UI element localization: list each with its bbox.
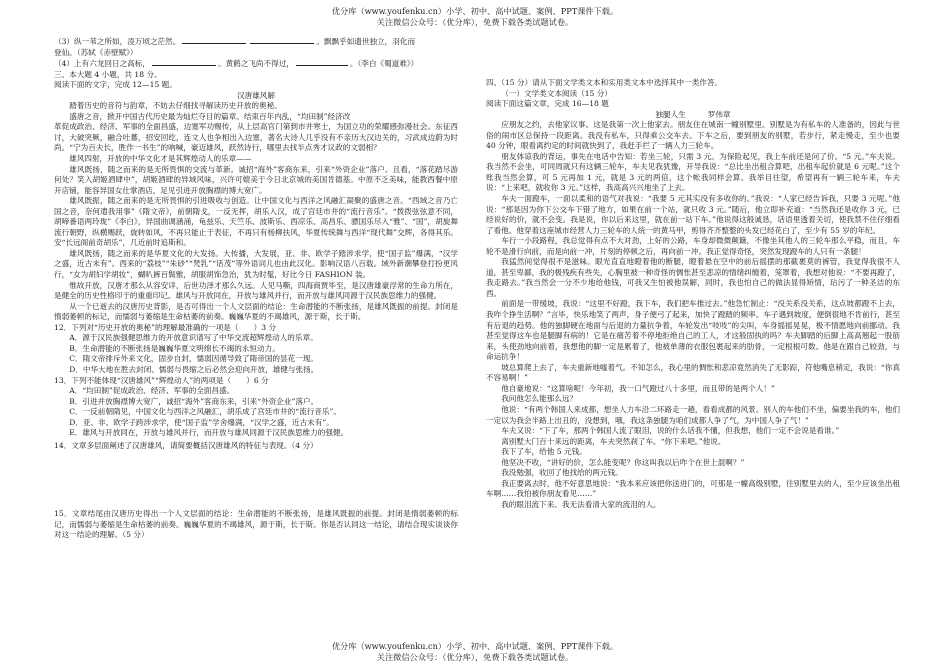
question-12-option-b[interactable]: B．生命潜能的不断张扬是巍巍华夏文明绵长不竭的永恒动力。 [69,343,280,353]
story-paragraph: 应朋友之约，去他家议事。这是我第一次上他家去。朋友住在城南一幢别墅里。别墅是为有私车的人准备的，因此与世俗的闹市区总保持一段距离。我没有私车，只得乘公交车去。下车之后，要到朋友的别墅，若步行，紧走慢走，至少也要 40 分钟，眼看离约定的时间就快到了，我赶手拦了一辆人力三轮车。 [486,120,900,151]
story-author: 罗伟章 [707,109,731,119]
story-paragraph: 我正要离去时，他不好意思地说：“我本来应该把你送进门的，可那是一幢高级别墅，往别墅里去的人，至少应该坐出租车啊……我怕被你朋友看见……” [486,478,900,499]
reading-instruction: 阅读下面的文字，完成 12—15 题。 [54,80,177,90]
story-paragraph: 我没勉强，收回了他找给的两元钱。 [501,468,623,478]
story-paragraph: 车夫又说：“下了车，那两个韩国人流了眼泪，说的什么话我不懂，但我想，他们一定不会说是看谁。” [501,426,840,436]
story-paragraph: 朋友体谅我的背运，事先在电话中告知：若坐三轮，只需 3 元。为保险起见，我上车前还是问了价。“5 元。”车夫说。我当然不会坐，可同周就只有这辆三轮车，车夫见我犹豫，开导我说：“总比坐出租合算吧，出租车起价就是 6 元呢。”这个账我当然会算，可 5 元再加 1 元，就是 3 元的两倍，这个帐我同样会算。我举目往望，希望再有一辆三轮车来，车夫说：“上来吧，就收你 3 元。”这样，我高高兴兴地坐了上去。 [486,151,900,193]
article-paragraph: 雄风既扬，随之而来的是无所畏惧的交流与革新。诚招“海外”客商东来，引来“外资企业”落户。且看，“落花踏尽游何处？笑入胡姬酒肆中”，胡姬酒肆的异域风味，兴许可媲美于今日北京城的美国肯德基。中原不乏美味，能教西餐中原开店铺，能容异国女仕掌酒店，足见引进开放胸襟的博大宽广。 [54,164,458,195]
article-paragraph: 雄风四射，开放的中华文化才是其辉煌动人的乐章—— [69,154,252,164]
footer-line-1: 优分库（www.youfenku.cn）小学、初中、高中试题、案例、PPT课件下载。 [331,641,619,651]
article-paragraph: 雄风既扬，随之而来的是华夏文化的大发扬。大传播，大发展，亚、非、欧学子踏涉求学，使“国子监”爆满，“汉学之盛，近古未有”。西来的“荔枝”“朱砂”“梵乳”“话茂”等外语词儿也由此汉化。影响汉语八百载。域外新潮攀登打扮更风行，“女为胡妇学胡妆”，蝴叭裤百鬓雅，胡服胡饰急治，犹为时髦，好比今日 FASHION 装。 [54,248,458,280]
question-15: 15．文章结尾由汉唐历史得出一个人文层面的结论：生命潜能的不断张扬，是雄风既振的前提。封闭是惰弱萎顿的标记，而懦弱与萎缩是生命枯萎的前奏。巍巍华夏的不竭雄风，源于斯，长于斯。你是否认同这一结论，请结合现实谈谈你对这一结论的理解。（5 分） [54,509,458,540]
question-12-option-d[interactable]: D．中华大地在胜去封闭、懦弱与畏缩之后必然会迎向开放，雄健与张扬。 [69,364,319,374]
subsection-heading: （一）文学类文本阅读（15 分） [501,88,612,98]
left-column [54,36,458,541]
story-paragraph: 车夫一面蹬车，一面以柔和的语气对我说：“我要 5 元其实没有多收你的。”我说：“人家已经告诉我，只要 3 元呢。”他说：“那是因为你下公交车下错了地方，如果在前一个站，就只收 3 元。”随后，他立即补充道：“当然我还是收你 3 元，已经说好的价，就不会变。我是说，你以后来这里，就在前一站下车。”他说得这般诚恳，话语里透着关切，使我禁不住仔细看了看他。他穿着这座城市经营人力三轮车的人统一的黄马甲，剪得齐齐整整的头发已经花白了，至少有 55 岁的年纪。 [486,194,900,235]
q4-text-c: 。（李白《蜀道难》） [349,59,419,69]
header-line-1: 优分库（www.youfenku.cn）小学、初中、高中试题、案例、PPT课件下载。 [331,6,619,16]
q4-text-a: （4）上有六龙回日之高标， [54,59,150,69]
q4-line [54,58,458,70]
story-paragraph: 他自豪地说：“这算啥呢！今年初，我一口气蹬过八十多里，而且带的是两个人！” [501,383,775,393]
article-paragraph: 从一个已逝去的汉唐历史背影，是否可得出一个人文层面的结论：生命潜能的不断张扬，是雄风既振的前提。封闭是惰弱萎顿的标记，而懦弱与萎缩是生命枯萎的前奏。巍巍华夏的不竭雄风，源于斯，长于斯。 [54,301,458,322]
reading-instruction-2: 阅读下面这篇文章，完成 16—18 题 [486,99,609,109]
right-column [486,36,900,510]
answer-space[interactable] [54,451,458,509]
story-paragraph: 前面是一带缓坡，我说：“这里不好蹬，我下车，我们把车推过去。”他急忙制止：“没关系没关系，这点坡都蹬不上去，我咋个挣生活啊？”言毕，快乐地笑了两声，身子便弓了起来，加快了蹬踏的频率。车子遇到坡度，便倒很地不肯前行，甚至有后退的趋势。他的独脚硬在地面与后退的力量抗争着，车轮发出“吱吱”的尖叫，车身摇摇晃晃，极不情愿地向前挪动。我甚至觉得这车也是腿脚有病的！它是在痛苦着不停地拒绝自己的工人，才这般固执的吗？车夫脚踏的后脚上高高翘起一股筋来，头使劲地向前着，我想他的脚一定是累着了，他被单薄的衣服包裹起来的肋骨，一定根根可数。他是在跟自己较劲，与命运抗争！ [486,299,900,362]
answer-blank[interactable] [296,58,348,66]
story-title: 独腿人生 [655,109,686,119]
article-paragraph: 雄风既振，随之而来的是无所畏惧的引进吸收与创造。让中国文化与西洋之风融汇凝聚的盛唐之音。“西域之音乃亡国之音，奈何遣我用事”《隋文帝》，前朝隋戈，一反无挥，胡乐入汉，成了宫廷市井的“流行音乐”。“拨拨弦弦意不同，胡啼番语两玲珑”《李白》，异国曲调涵涌，龟兹乐、天竺乐、波斯乐、西凉乐、高昌乐、骠国乐尽入“雅”、“国”，胡旋舞流行朝野，纵横赐跃，旋转如风，不再只能止于表征，不再只有杨柳扶风，华夏传统舞与西洋“现代舞”交辉，各得其乐。安“长远阁前奇胡乐”，几近前时追斯和。 [54,196,458,248]
story-paragraph: 离别墅大门百十来远的距离，车夫突然刹了车。“你下来吧。”他说。 [501,436,726,446]
article-paragraph: 惟故开放，汉唐才那么从容安详，后世功泽才那么久远。人见马嘶，四海商贾毕至，是汉唐雄豪浮常的生命力所在，是健全的历史性格印于的重重印记。雄风与开放同在，开放与雄风并行，而开放与雄风同源于汉民族思维力的强健。 [54,280,458,301]
question-13-stem: 13．下列不能体现“汉唐雄风”“辉煌动人”的两项是（ ）6 分 [54,375,269,385]
article-paragraph: 踏着历史的音符与韵章，不妨去仔细找寻解读历史开放的奥秘。 [69,101,282,111]
question-13-option-a[interactable]: A．“均田制”促成政治、经济、军事的全面昌盛。 [69,386,235,396]
q3-line-2: 登仙。（苏轼《赤壁赋》） [54,47,138,57]
article-paragraph: 革促成政治、经济、军事的全面昌盛，边塞军功赐传，从上层高官门第到市井寒士，为国立功的荣耀感弥漫社会。东征西讨，大破突厥，融合吐蕃，招安回纥，连文人也争相出入边塞，著名大诗人几乎没有不亲历大汉边关的，习武成边蔚为时尚。“宁为百夫长，胜作一书生”的吶喊，豪迈雄风，跃然诗行，哪里去找半点秀才议政的文弱相？ [54,122,458,153]
question-12-option-c[interactable]: C．隋文帝排斥外来文化，固步自封，懦弱因循导致了隋帝国的昙花一现。 [69,354,318,364]
answer-blank[interactable] [182,36,246,44]
footer-line-2: 关注微信公众号：（优分库），免费下载各类试题试卷。 [376,652,574,662]
story-paragraph: 车行一小段路程，我总觉得有点不大对劲，上好的公路，车身却微微颠簸，不像坐其他人的三轮车那么平稳，而且，车轮不是滑行向前，而是向前一冲，片刻的停顿之后，再向前一冲。我正觉得奇怪，突然发现蹬车的人只有一条腿！ [486,236,900,256]
question-12-option-a[interactable]: A．源于汉民族强健思维力的开放意识谱写了中华交流超辉煌动人的乐章。 [69,333,318,343]
story-paragraph: 我问他怎么能那么远？ [501,394,578,404]
header-line-2: 关注微信公众号：（优分库），免费下载各类试题试卷。 [376,17,574,27]
story-title-line [486,110,900,121]
section-4-heading: 四、（15 分）请从下面文学类文本和实用类文本中选择其中一类作答。 [486,78,723,87]
question-12-stem: 12．下列对“历史开放的奥秘”的理解最准确的一项是（ ）3 分 [54,322,277,332]
question-13-option-b[interactable]: B．引进并放胸襟博大宽广，诚招“海外”客商东来，引来“外资企业”落户。 [69,396,319,406]
page-header [0,6,950,28]
q3-text-a: （3）纵一苇之所如，凌万顷之茫然。 [54,37,181,46]
question-14: 14．文章多层面阐述了汉唐雄风，请简要概括汉唐雄风的特征与表现。（4 分） [54,440,318,450]
q3-text-b: 。飘飘乎如遗世独立，羽化而 [316,37,416,46]
section-3-heading: 三、本大题 4 小题，共 18 分。 [54,69,162,79]
story-paragraph: 我猛然间觉得很不是滋味。眼光直直地瞪着他的断腿，瞪着悬在空中的前后摇摆的那截裹莫的裤管，我觉得我很不人道，甚至卑鄙，我的极残疾有些失，心胸里被一种奇怪的惆怅甚至悲凉的情绪纠缠着，笼罩着，我想对他说：“不要再蹬了，我走路去。”我当然会一分不少地给他钱，可我又生怕被他误解，同时，我也怕自己的做法显得矫情，玷污了一种圣洁的东西。 [486,257,900,298]
story-paragraph: 我的眼泪流下来。我无法看清大家的流泪的人。 [501,499,661,509]
question-13-option-e[interactable]: E．雄风与开放同在，开放与雄风并行，而开放与雄风同源于汉民族思维力的强健。 [69,428,349,438]
story-paragraph: 他说：“有两个韩国人来成都，想坐人力车沿二环路走一趟，看看成都的风景。别人的车他们不坐，偏要坐我的车，他们一定以为我会半路上出丑的，没想到，哦，我这条独腿为咱们成都人争了气，为中国人争了气！” [486,404,900,425]
q4-text-b: 。黄鹤之飞尚不得过， [217,59,294,69]
story-paragraph: 坡总算爬上去了，车夫重新地嘘着气。不知怎么，我心里的惆怅和悲凉竟然消失了无影踪，符他嘴息稍定，我说：“你真不容易啊！” [486,362,900,383]
answer-blank[interactable] [250,36,314,44]
article-title: 汉唐雄风解 [237,90,275,100]
story-paragraph: 我下了车，给他 5 元钱。 [501,447,587,457]
question-13-option-d[interactable]: D．亚、非、欧学子跨涉求学，使“国子监”学舍爆满，“汉学之盛，近古未有”。 [69,417,334,427]
page-footer [0,641,950,663]
q3-line [54,36,458,48]
article-paragraph: 盛唐之音，掀开中国古代历史最为灿烂夺目的篇章。结束百年内乱，“均田制”经济改 [69,111,351,121]
answer-blank[interactable] [152,58,216,66]
story-paragraph: 他坚决不收，“讲好的价，怎么能变呢？你这叫我以后咋个在世上混啊？” [501,457,745,467]
question-13-option-c[interactable]: C．一反前朝隋见，中国文化与西洋之风融汇，胡乐成了宫廷市井的“流行音乐”。 [69,407,341,417]
